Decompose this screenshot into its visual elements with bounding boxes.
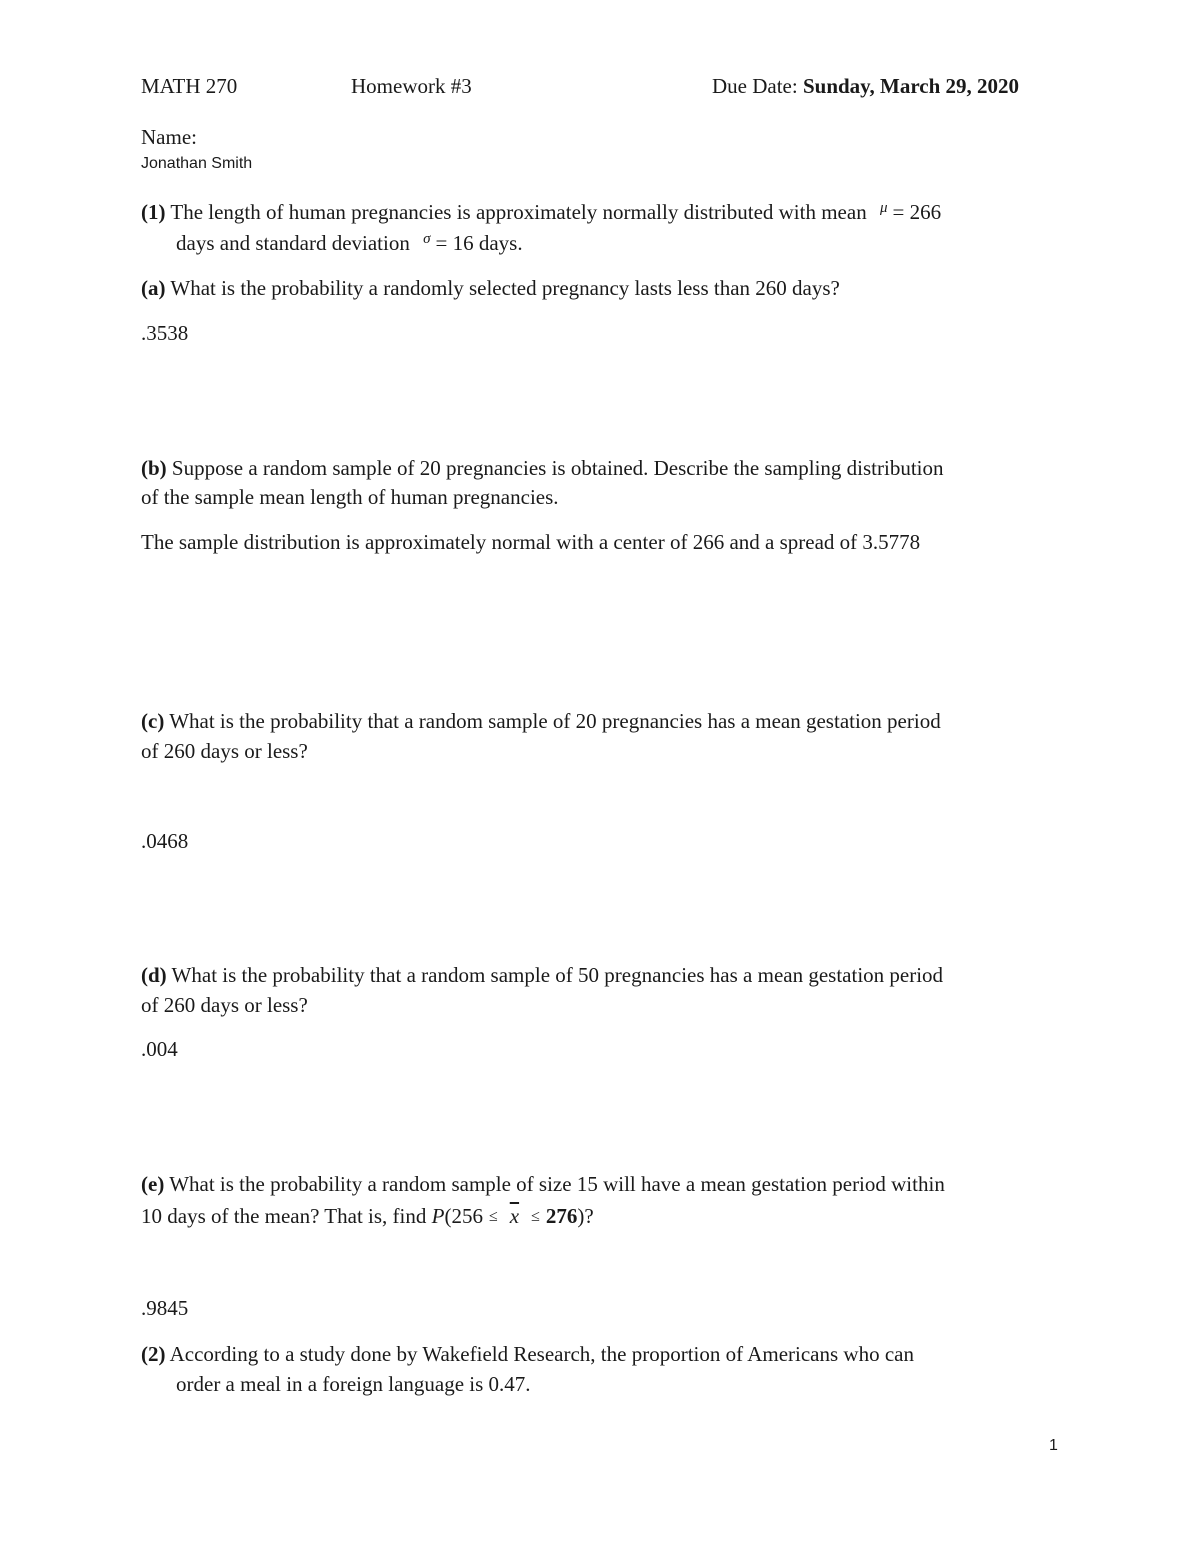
question-d-line-1 [141, 963, 943, 988]
x-bar-symbol: $\overline{x}$ [509, 1204, 520, 1228]
question-e-label: (e) [141, 1172, 165, 1196]
due-date-label: Due Date: [712, 74, 798, 98]
less-equal-symbol-1: ≤ [488, 1208, 498, 1225]
question-e-line-1 [141, 1172, 945, 1197]
question-a-label: (a) [141, 276, 166, 300]
question-1-line-2 [176, 231, 523, 256]
question-d-label: (d) [141, 963, 167, 987]
question-1-number: (1) [141, 200, 166, 224]
page-number: 1 [1049, 1437, 1058, 1454]
question-b-label: (b) [141, 456, 167, 480]
question-a-text: What is the probability a randomly selected pregnancy lasts less than 260 days? [170, 276, 840, 300]
probability-symbol: P [431, 1204, 445, 1228]
question-c-label: (c) [141, 709, 165, 733]
course-code: MATH 270 [141, 74, 238, 98]
assignment-title: Homework #3 [351, 74, 472, 98]
answer-e: .9845 [141, 1296, 189, 1320]
question-b-line-1 [141, 456, 944, 481]
student-name: Jonathan Smith [141, 155, 253, 172]
lower-bound: (256 [444, 1204, 483, 1228]
question-1-text: The length of human pregnancies is approximately normally distributed with mean [170, 200, 867, 224]
sigma-symbol: σ [423, 231, 431, 247]
question-e-tail: )? [577, 1204, 594, 1228]
due-date-line [712, 74, 1019, 99]
answer-c: .0468 [141, 829, 189, 853]
less-equal-symbol-2: ≤ [531, 1208, 540, 1225]
question-e-line-2 [141, 1204, 594, 1229]
question-b-text: Suppose a random sample of 20 pregnancies is obtained. Describe the sampling distribution [171, 456, 944, 480]
question-e-text: What is the probability a random sample of size 15 will have a mean gestation period within [169, 1172, 945, 1196]
upper-bound: 276 [545, 1204, 578, 1228]
question-2-line-1 [141, 1342, 914, 1367]
question-c-text: What is the probability that a random sample of 20 pregnancies has a mean gestation period [169, 709, 941, 733]
mu-value: = 266 [892, 200, 942, 224]
mu-symbol: μ [879, 200, 888, 216]
question-2-text: According to a study done by Wakefield Research, the proportion of Americans who can [169, 1342, 914, 1366]
question-c-line-2: of 260 days or less? [141, 739, 308, 763]
question-1-line-1 [141, 200, 941, 225]
question-a [141, 276, 840, 301]
question-1-text-2: days and standard deviation [176, 231, 410, 255]
answer-b: The sample distribution is approximately normal with a center of 266 and a spread of 3.5778 [141, 530, 921, 554]
sigma-value: = 16 days. [435, 231, 523, 255]
question-c-line-1 [141, 709, 941, 734]
name-label: Name: [141, 125, 197, 149]
answer-d: .004 [141, 1037, 178, 1061]
question-b-line-2: of the sample mean length of human pregnancies. [141, 485, 559, 509]
question-2-number: (2) [141, 1342, 166, 1366]
answer-a: .3538 [141, 321, 189, 345]
question-d-line-2: of 260 days or less? [141, 993, 308, 1017]
question-e-text-2: 10 days of the mean? That is, find [141, 1204, 427, 1228]
question-2-line-2: order a meal in a foreign language is 0.47. [176, 1372, 531, 1396]
due-date-value: Sunday, March 29, 2020 [802, 74, 1020, 98]
question-d-text: What is the probability that a random sample of 50 pregnancies has a mean gestation period [171, 963, 944, 987]
